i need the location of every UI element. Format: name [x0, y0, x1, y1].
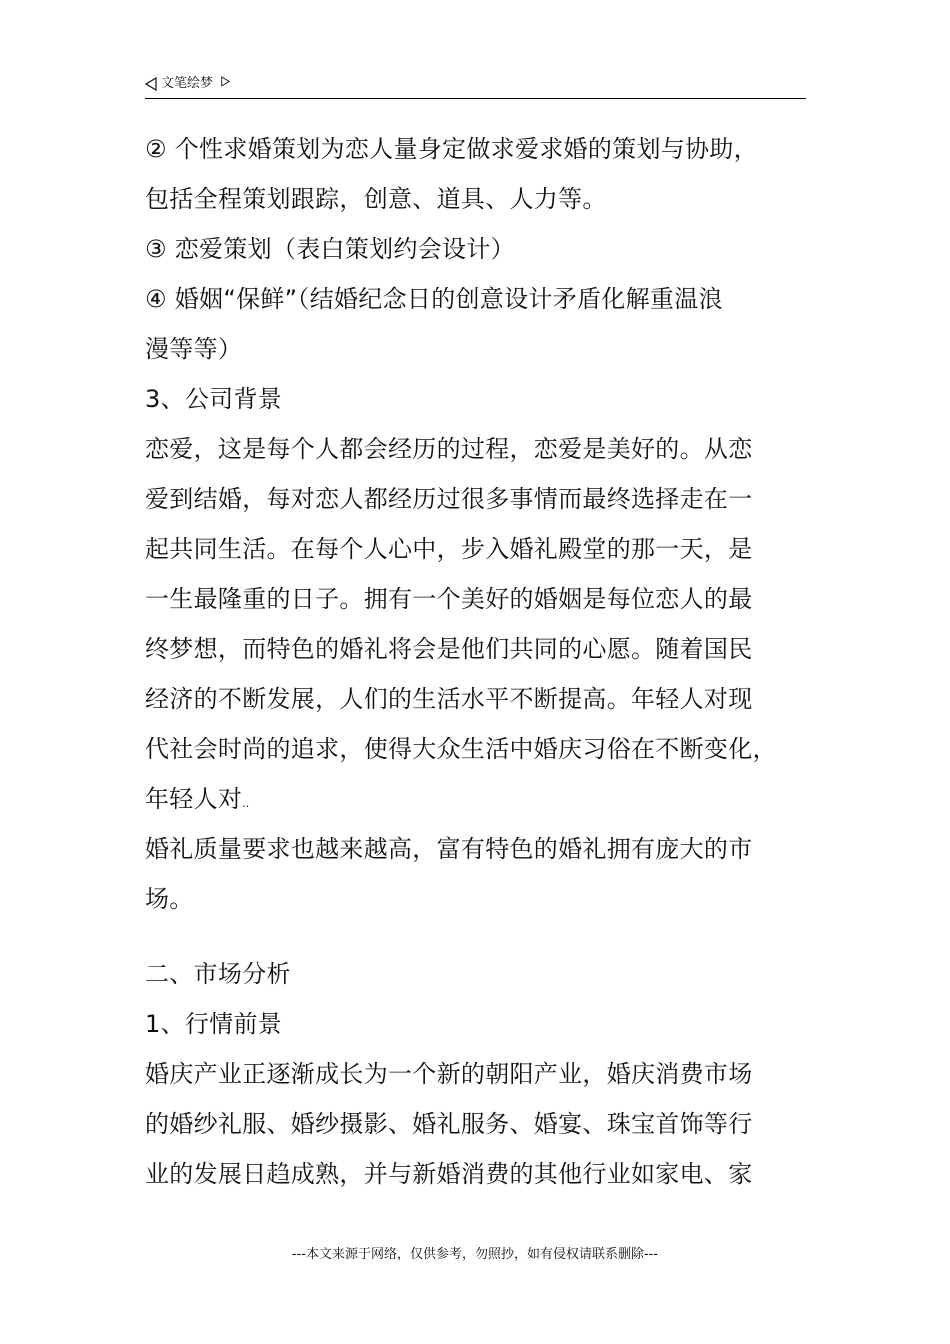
section-heading: 二、市场分析	[145, 960, 291, 988]
text-line: 起共同生活。在每个人心中，步入婚礼殿堂的那一天，是	[145, 535, 753, 563]
text-line: 经济的不断发展，人们的生活水平不断提高。年轻人对现	[145, 685, 753, 713]
paragraph-gap	[145, 924, 805, 949]
section-heading: 1、行情前景	[145, 1010, 283, 1038]
text-line-cut	[145, 774, 805, 824]
text-line: ③ 恋爱策划（表白策划约会设计）	[145, 235, 515, 263]
left-triangle-icon	[145, 77, 157, 91]
text-line: 场。	[145, 885, 194, 913]
cut-line-text: 年轻人对	[145, 785, 243, 813]
text-line: 终梦想，而特色的婚礼将会是他们共同的心愿。随着国民	[145, 635, 753, 663]
page-header	[145, 74, 806, 99]
text-line: 包括全程策划跟踪，创意、道具、人力等。	[145, 185, 607, 213]
text-line: 漫等等）	[145, 335, 243, 363]
cut-line-ellipsis: ..	[242, 797, 250, 810]
document-body	[145, 124, 805, 1199]
text-line: 恋爱，这是每个人都会经历的过程，恋爱是美好的。从恋	[145, 435, 753, 463]
text-line: 一生最隆重的日子。拥有一个美好的婚姻是每位恋人的最	[145, 585, 753, 613]
section-heading: 3、公司背景	[145, 385, 283, 413]
text-line: 爱到结婚，每对恋人都经历过很多事情而最终选择走在一	[145, 485, 753, 513]
page-footer: ---本文来源于网络，仅供参考，勿照抄，如有侵权请联系删除---	[291, 1247, 659, 1262]
header-inner	[145, 74, 230, 94]
text-line: 代社会时尚的追求，使得大众生活中婚庆习俗在不断变化，	[145, 735, 777, 763]
text-line: 的婚纱礼服、婚纱摄影、婚礼服务、婚宴、珠宝首饰等行	[145, 1110, 753, 1138]
text-line: ② 个性求婚策划为恋人量身定做求爱求婚的策划与协助，	[145, 135, 758, 163]
text-line: ④ 婚姻“保鲜”（结婚纪念日的创意设计矛盾化解重温浪	[145, 285, 723, 313]
right-triangle-icon	[221, 76, 230, 87]
text-line: 婚庆产业正逐渐成长为一个新的朝阳产业，婚庆消费市场	[145, 1060, 753, 1088]
text-line: 婚礼质量要求也越来越高，富有特色的婚礼拥有庞大的市	[145, 835, 753, 863]
header-title: 文笔绘梦	[161, 76, 214, 91]
text-line: 业的发展日趋成熟，并与新婚消费的其他行业如家电、家	[145, 1160, 753, 1188]
